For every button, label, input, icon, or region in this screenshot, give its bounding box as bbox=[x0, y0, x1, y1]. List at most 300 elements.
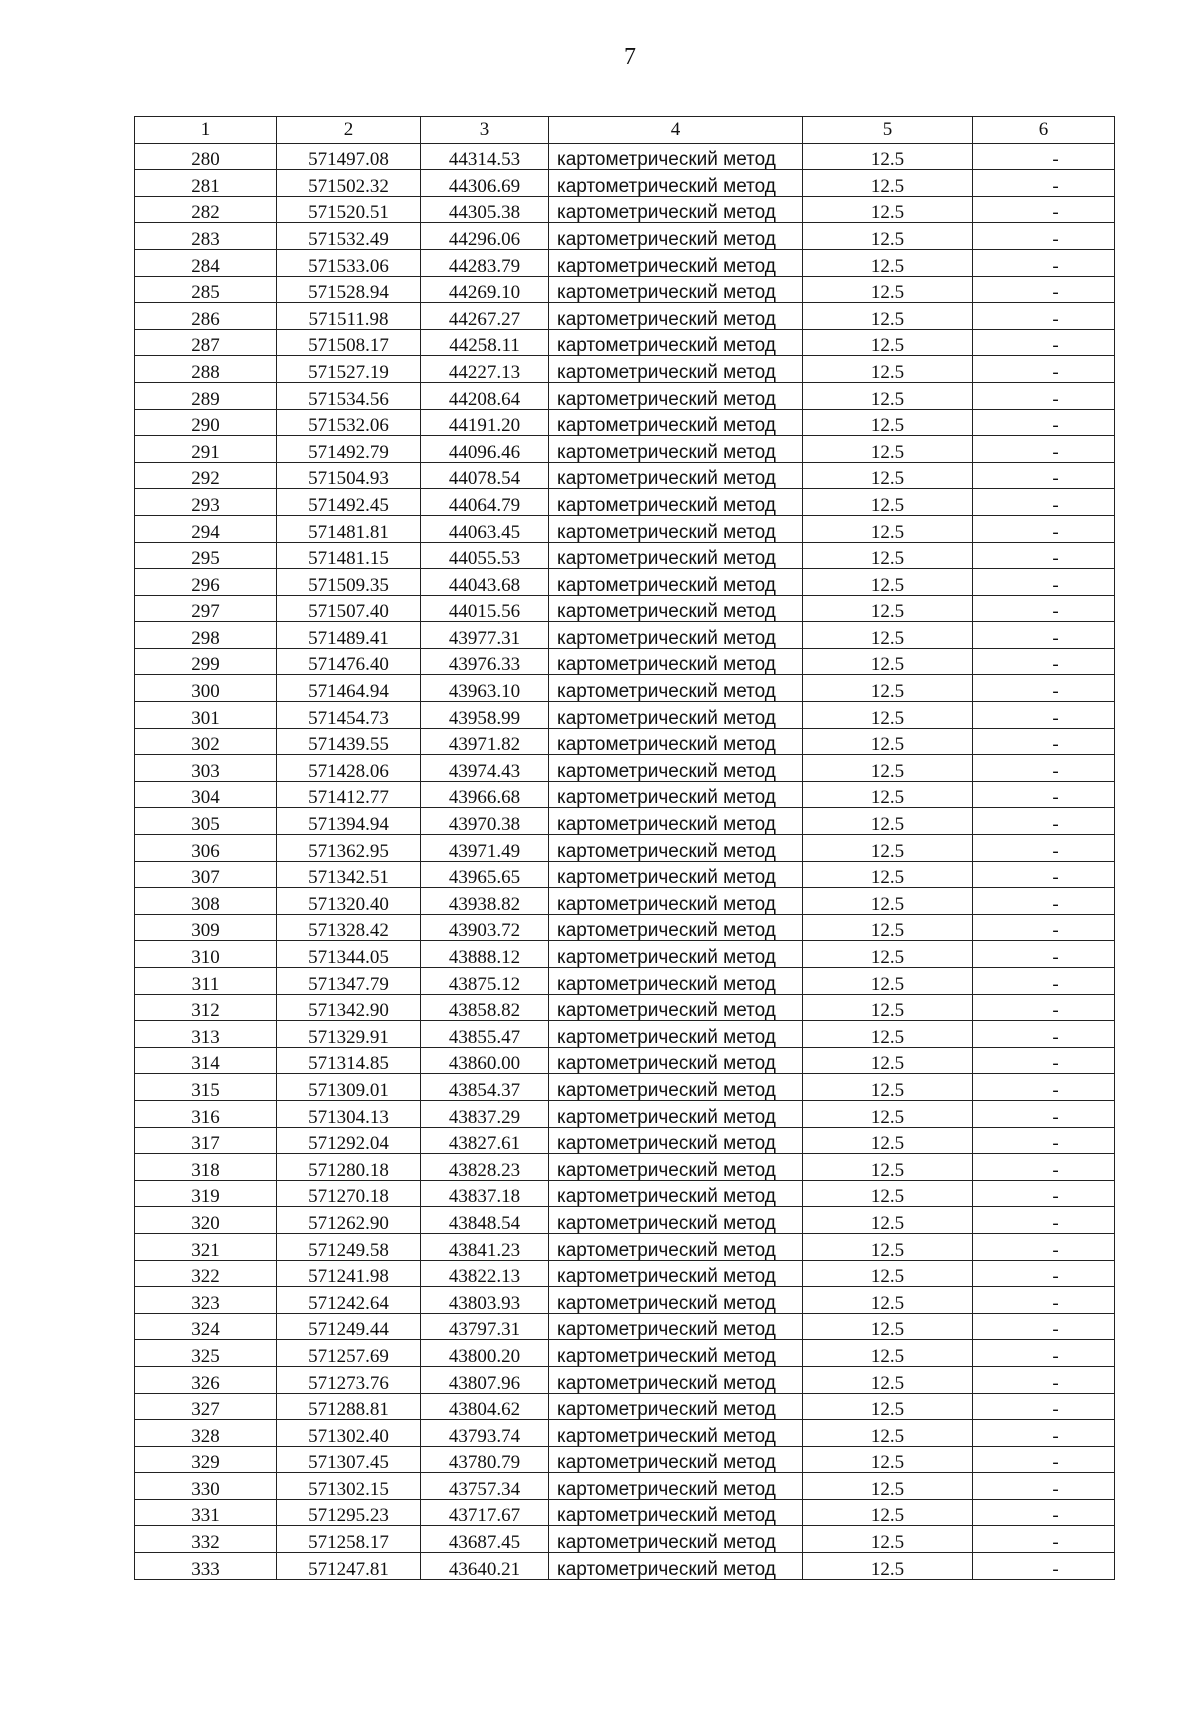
table-row bbox=[135, 1047, 1115, 1074]
accuracy-cell: 12.5 bbox=[803, 1047, 973, 1074]
description-cell: - bbox=[973, 675, 1115, 702]
description-cell: - bbox=[973, 1499, 1115, 1526]
table-row bbox=[135, 1287, 1115, 1314]
y-coordinate-cell: 44191.20 bbox=[421, 409, 549, 436]
x-coordinate-cell: 571492.45 bbox=[277, 489, 421, 516]
table-row bbox=[135, 808, 1115, 835]
method-cell: картометрический метод bbox=[549, 808, 803, 835]
point-number-cell: 329 bbox=[135, 1446, 277, 1473]
description-cell: - bbox=[973, 728, 1115, 755]
y-coordinate-cell: 43963.10 bbox=[421, 675, 549, 702]
table-row bbox=[135, 276, 1115, 303]
y-coordinate-cell: 43971.49 bbox=[421, 835, 549, 862]
y-coordinate-cell: 44063.45 bbox=[421, 515, 549, 542]
point-number-cell: 304 bbox=[135, 781, 277, 808]
y-coordinate-cell: 43976.33 bbox=[421, 648, 549, 675]
method-cell: картометрический метод bbox=[549, 941, 803, 968]
method-cell: картометрический метод bbox=[549, 1287, 803, 1314]
method-cell: картометрический метод bbox=[549, 1047, 803, 1074]
y-coordinate-cell: 44227.13 bbox=[421, 356, 549, 383]
description-cell: - bbox=[973, 489, 1115, 516]
accuracy-cell: 12.5 bbox=[803, 968, 973, 995]
point-number-cell: 319 bbox=[135, 1180, 277, 1207]
table-row bbox=[135, 1207, 1115, 1234]
accuracy-cell: 12.5 bbox=[803, 1420, 973, 1447]
table-row bbox=[135, 1526, 1115, 1553]
method-cell: картометрический метод bbox=[549, 755, 803, 782]
y-coordinate-cell: 43837.18 bbox=[421, 1180, 549, 1207]
description-cell: - bbox=[973, 888, 1115, 915]
method-cell: картометрический метод bbox=[549, 1021, 803, 1048]
description-cell: - bbox=[973, 595, 1115, 622]
x-coordinate-cell: 571508.17 bbox=[277, 329, 421, 356]
accuracy-cell: 12.5 bbox=[803, 595, 973, 622]
point-number-cell: 322 bbox=[135, 1260, 277, 1287]
accuracy-cell: 12.5 bbox=[803, 462, 973, 489]
y-coordinate-cell: 44305.38 bbox=[421, 196, 549, 223]
description-cell: - bbox=[973, 382, 1115, 409]
x-coordinate-cell: 571362.95 bbox=[277, 835, 421, 862]
y-coordinate-cell: 44096.46 bbox=[421, 436, 549, 463]
header-cell-5: 5 bbox=[803, 117, 973, 144]
y-coordinate-cell: 43640.21 bbox=[421, 1553, 549, 1580]
y-coordinate-cell: 43938.82 bbox=[421, 888, 549, 915]
point-number-cell: 325 bbox=[135, 1340, 277, 1367]
x-coordinate-cell: 571454.73 bbox=[277, 702, 421, 729]
method-cell: картометрический метод bbox=[549, 968, 803, 995]
method-cell: картометрический метод bbox=[549, 1260, 803, 1287]
table-row bbox=[135, 515, 1115, 542]
description-cell: - bbox=[973, 249, 1115, 276]
x-coordinate-cell: 571527.19 bbox=[277, 356, 421, 383]
y-coordinate-cell: 43965.65 bbox=[421, 861, 549, 888]
accuracy-cell: 12.5 bbox=[803, 994, 973, 1021]
x-coordinate-cell: 571492.79 bbox=[277, 436, 421, 463]
y-coordinate-cell: 43780.79 bbox=[421, 1446, 549, 1473]
method-cell: картометрический метод bbox=[549, 835, 803, 862]
accuracy-cell: 12.5 bbox=[803, 1313, 973, 1340]
y-coordinate-cell: 44208.64 bbox=[421, 382, 549, 409]
description-cell: - bbox=[973, 1313, 1115, 1340]
description-cell: - bbox=[973, 1446, 1115, 1473]
accuracy-cell: 12.5 bbox=[803, 808, 973, 835]
x-coordinate-cell: 571258.17 bbox=[277, 1526, 421, 1553]
method-cell: картометрический метод bbox=[549, 1233, 803, 1260]
y-coordinate-cell: 43800.20 bbox=[421, 1340, 549, 1367]
point-number-cell: 306 bbox=[135, 835, 277, 862]
accuracy-cell: 12.5 bbox=[803, 515, 973, 542]
table-row bbox=[135, 1100, 1115, 1127]
method-cell: картометрический метод bbox=[549, 914, 803, 941]
y-coordinate-cell: 44269.10 bbox=[421, 276, 549, 303]
accuracy-cell: 12.5 bbox=[803, 675, 973, 702]
accuracy-cell: 12.5 bbox=[803, 196, 973, 223]
accuracy-cell: 12.5 bbox=[803, 1446, 973, 1473]
x-coordinate-cell: 571507.40 bbox=[277, 595, 421, 622]
y-coordinate-cell: 43974.43 bbox=[421, 755, 549, 782]
description-cell: - bbox=[973, 436, 1115, 463]
y-coordinate-cell: 43888.12 bbox=[421, 941, 549, 968]
x-coordinate-cell: 571476.40 bbox=[277, 648, 421, 675]
header-cell-4: 4 bbox=[549, 117, 803, 144]
x-coordinate-cell: 571280.18 bbox=[277, 1154, 421, 1181]
method-cell: картометрический метод bbox=[549, 1420, 803, 1447]
description-cell: - bbox=[973, 1420, 1115, 1447]
accuracy-cell: 12.5 bbox=[803, 356, 973, 383]
description-cell: - bbox=[973, 303, 1115, 330]
table-row bbox=[135, 835, 1115, 862]
y-coordinate-cell: 43827.61 bbox=[421, 1127, 549, 1154]
y-coordinate-cell: 43958.99 bbox=[421, 702, 549, 729]
table-row bbox=[135, 382, 1115, 409]
point-number-cell: 296 bbox=[135, 569, 277, 596]
x-coordinate-cell: 571342.90 bbox=[277, 994, 421, 1021]
x-coordinate-cell: 571329.91 bbox=[277, 1021, 421, 1048]
accuracy-cell: 12.5 bbox=[803, 1180, 973, 1207]
x-coordinate-cell: 571307.45 bbox=[277, 1446, 421, 1473]
x-coordinate-cell: 571247.81 bbox=[277, 1553, 421, 1580]
point-number-cell: 316 bbox=[135, 1100, 277, 1127]
description-cell: - bbox=[973, 781, 1115, 808]
x-coordinate-cell: 571288.81 bbox=[277, 1393, 421, 1420]
x-coordinate-cell: 571481.81 bbox=[277, 515, 421, 542]
y-coordinate-cell: 43855.47 bbox=[421, 1021, 549, 1048]
point-number-cell: 314 bbox=[135, 1047, 277, 1074]
table-row bbox=[135, 1180, 1115, 1207]
point-number-cell: 287 bbox=[135, 329, 277, 356]
point-number-cell: 291 bbox=[135, 436, 277, 463]
header-cell-3: 3 bbox=[421, 117, 549, 144]
description-cell: - bbox=[973, 1207, 1115, 1234]
description-cell: - bbox=[973, 276, 1115, 303]
accuracy-cell: 12.5 bbox=[803, 1499, 973, 1526]
point-number-cell: 286 bbox=[135, 303, 277, 330]
table-row bbox=[135, 1420, 1115, 1447]
description-cell: - bbox=[973, 1473, 1115, 1500]
table-row bbox=[135, 968, 1115, 995]
accuracy-cell: 12.5 bbox=[803, 542, 973, 569]
x-coordinate-cell: 571241.98 bbox=[277, 1260, 421, 1287]
table-row bbox=[135, 781, 1115, 808]
table-row bbox=[135, 1446, 1115, 1473]
table-row bbox=[135, 1553, 1115, 1580]
accuracy-cell: 12.5 bbox=[803, 1127, 973, 1154]
y-coordinate-cell: 44267.27 bbox=[421, 303, 549, 330]
method-cell: картометрический метод bbox=[549, 1499, 803, 1526]
point-number-cell: 290 bbox=[135, 409, 277, 436]
point-number-cell: 317 bbox=[135, 1127, 277, 1154]
accuracy-cell: 12.5 bbox=[803, 489, 973, 516]
x-coordinate-cell: 571532.06 bbox=[277, 409, 421, 436]
table-row bbox=[135, 675, 1115, 702]
table-row bbox=[135, 1233, 1115, 1260]
y-coordinate-cell: 43807.96 bbox=[421, 1366, 549, 1393]
accuracy-cell: 12.5 bbox=[803, 1074, 973, 1101]
accuracy-cell: 12.5 bbox=[803, 781, 973, 808]
accuracy-cell: 12.5 bbox=[803, 1021, 973, 1048]
point-number-cell: 280 bbox=[135, 143, 277, 170]
description-cell: - bbox=[973, 755, 1115, 782]
table-row bbox=[135, 941, 1115, 968]
method-cell: картометрический метод bbox=[549, 1553, 803, 1580]
y-coordinate-cell: 43828.23 bbox=[421, 1154, 549, 1181]
y-coordinate-cell: 43841.23 bbox=[421, 1233, 549, 1260]
point-number-cell: 320 bbox=[135, 1207, 277, 1234]
x-coordinate-cell: 571249.58 bbox=[277, 1233, 421, 1260]
method-cell: картометрический метод bbox=[549, 382, 803, 409]
description-cell: - bbox=[973, 1074, 1115, 1101]
accuracy-cell: 12.5 bbox=[803, 1553, 973, 1580]
table-row bbox=[135, 861, 1115, 888]
description-cell: - bbox=[973, 1100, 1115, 1127]
point-number-cell: 298 bbox=[135, 622, 277, 649]
point-number-cell: 294 bbox=[135, 515, 277, 542]
y-coordinate-cell: 43717.67 bbox=[421, 1499, 549, 1526]
table-row bbox=[135, 569, 1115, 596]
description-cell: - bbox=[973, 1287, 1115, 1314]
y-coordinate-cell: 43837.29 bbox=[421, 1100, 549, 1127]
description-cell: - bbox=[973, 808, 1115, 835]
x-coordinate-cell: 571534.56 bbox=[277, 382, 421, 409]
x-coordinate-cell: 571439.55 bbox=[277, 728, 421, 755]
method-cell: картометрический метод bbox=[549, 702, 803, 729]
method-cell: картометрический метод bbox=[549, 1340, 803, 1367]
y-coordinate-cell: 43971.82 bbox=[421, 728, 549, 755]
description-cell: - bbox=[973, 914, 1115, 941]
y-coordinate-cell: 43860.00 bbox=[421, 1047, 549, 1074]
x-coordinate-cell: 571394.94 bbox=[277, 808, 421, 835]
method-cell: картометрический метод bbox=[549, 1180, 803, 1207]
accuracy-cell: 12.5 bbox=[803, 914, 973, 941]
point-number-cell: 313 bbox=[135, 1021, 277, 1048]
table-row bbox=[135, 1499, 1115, 1526]
description-cell: - bbox=[973, 1366, 1115, 1393]
method-cell: картометрический метод bbox=[549, 223, 803, 250]
point-number-cell: 303 bbox=[135, 755, 277, 782]
y-coordinate-cell: 43793.74 bbox=[421, 1420, 549, 1447]
method-cell: картометрический метод bbox=[549, 994, 803, 1021]
description-cell: - bbox=[973, 1526, 1115, 1553]
y-coordinate-cell: 44314.53 bbox=[421, 143, 549, 170]
point-number-cell: 284 bbox=[135, 249, 277, 276]
y-coordinate-cell: 44043.68 bbox=[421, 569, 549, 596]
description-cell: - bbox=[973, 622, 1115, 649]
page-number: 7 bbox=[624, 44, 636, 70]
header-row bbox=[135, 117, 1115, 144]
point-number-cell: 332 bbox=[135, 1526, 277, 1553]
point-number-cell: 293 bbox=[135, 489, 277, 516]
description-cell: - bbox=[973, 1021, 1115, 1048]
table-row bbox=[135, 1313, 1115, 1340]
description-cell: - bbox=[973, 1233, 1115, 1260]
point-number-cell: 312 bbox=[135, 994, 277, 1021]
table-row bbox=[135, 755, 1115, 782]
x-coordinate-cell: 571347.79 bbox=[277, 968, 421, 995]
accuracy-cell: 12.5 bbox=[803, 755, 973, 782]
method-cell: картометрический метод bbox=[549, 1473, 803, 1500]
point-number-cell: 302 bbox=[135, 728, 277, 755]
table-row bbox=[135, 1154, 1115, 1181]
table-row bbox=[135, 249, 1115, 276]
accuracy-cell: 12.5 bbox=[803, 1233, 973, 1260]
point-number-cell: 330 bbox=[135, 1473, 277, 1500]
point-number-cell: 310 bbox=[135, 941, 277, 968]
point-number-cell: 331 bbox=[135, 1499, 277, 1526]
point-number-cell: 305 bbox=[135, 808, 277, 835]
y-coordinate-cell: 43875.12 bbox=[421, 968, 549, 995]
accuracy-cell: 12.5 bbox=[803, 303, 973, 330]
description-cell: - bbox=[973, 648, 1115, 675]
table-row bbox=[135, 143, 1115, 170]
accuracy-cell: 12.5 bbox=[803, 170, 973, 197]
table-row bbox=[135, 223, 1115, 250]
point-number-cell: 283 bbox=[135, 223, 277, 250]
method-cell: картометрический метод bbox=[549, 781, 803, 808]
description-cell: - bbox=[973, 861, 1115, 888]
table-row bbox=[135, 1074, 1115, 1101]
table-row bbox=[135, 170, 1115, 197]
table-row bbox=[135, 1021, 1115, 1048]
coordinates-table bbox=[134, 116, 1115, 1580]
accuracy-cell: 12.5 bbox=[803, 1100, 973, 1127]
method-cell: картометрический метод bbox=[549, 436, 803, 463]
x-coordinate-cell: 571342.51 bbox=[277, 861, 421, 888]
y-coordinate-cell: 44283.79 bbox=[421, 249, 549, 276]
accuracy-cell: 12.5 bbox=[803, 1526, 973, 1553]
point-number-cell: 333 bbox=[135, 1553, 277, 1580]
method-cell: картометрический метод bbox=[549, 675, 803, 702]
method-cell: картометрический метод bbox=[549, 1393, 803, 1420]
x-coordinate-cell: 571309.01 bbox=[277, 1074, 421, 1101]
point-number-cell: 318 bbox=[135, 1154, 277, 1181]
table-row bbox=[135, 1393, 1115, 1420]
table-row bbox=[135, 1127, 1115, 1154]
accuracy-cell: 12.5 bbox=[803, 1260, 973, 1287]
y-coordinate-cell: 43858.82 bbox=[421, 994, 549, 1021]
description-cell: - bbox=[973, 1154, 1115, 1181]
table-row bbox=[135, 1340, 1115, 1367]
accuracy-cell: 12.5 bbox=[803, 941, 973, 968]
point-number-cell: 311 bbox=[135, 968, 277, 995]
point-number-cell: 326 bbox=[135, 1366, 277, 1393]
accuracy-cell: 12.5 bbox=[803, 1393, 973, 1420]
table-row bbox=[135, 303, 1115, 330]
description-cell: - bbox=[973, 356, 1115, 383]
point-number-cell: 321 bbox=[135, 1233, 277, 1260]
description-cell: - bbox=[973, 1127, 1115, 1154]
point-number-cell: 299 bbox=[135, 648, 277, 675]
x-coordinate-cell: 571304.13 bbox=[277, 1100, 421, 1127]
x-coordinate-cell: 571533.06 bbox=[277, 249, 421, 276]
y-coordinate-cell: 44258.11 bbox=[421, 329, 549, 356]
x-coordinate-cell: 571497.08 bbox=[277, 143, 421, 170]
description-cell: - bbox=[973, 170, 1115, 197]
table-row bbox=[135, 595, 1115, 622]
table-row bbox=[135, 542, 1115, 569]
description-cell: - bbox=[973, 968, 1115, 995]
description-cell: - bbox=[973, 196, 1115, 223]
table-row bbox=[135, 489, 1115, 516]
method-cell: картометрический метод bbox=[549, 515, 803, 542]
table-row bbox=[135, 888, 1115, 915]
table-body bbox=[135, 143, 1115, 1579]
table-row bbox=[135, 409, 1115, 436]
description-cell: - bbox=[973, 941, 1115, 968]
accuracy-cell: 12.5 bbox=[803, 835, 973, 862]
table-row bbox=[135, 436, 1115, 463]
table-row bbox=[135, 914, 1115, 941]
header-cell-6: 6 bbox=[973, 117, 1115, 144]
method-cell: картометрический метод bbox=[549, 861, 803, 888]
method-cell: картометрический метод bbox=[549, 728, 803, 755]
method-cell: картометрический метод bbox=[549, 888, 803, 915]
x-coordinate-cell: 571520.51 bbox=[277, 196, 421, 223]
description-cell: - bbox=[973, 835, 1115, 862]
point-number-cell: 308 bbox=[135, 888, 277, 915]
method-cell: картометрический метод bbox=[549, 1100, 803, 1127]
point-number-cell: 324 bbox=[135, 1313, 277, 1340]
method-cell: картометрический метод bbox=[549, 303, 803, 330]
accuracy-cell: 12.5 bbox=[803, 436, 973, 463]
point-number-cell: 295 bbox=[135, 542, 277, 569]
y-coordinate-cell: 43757.34 bbox=[421, 1473, 549, 1500]
method-cell: картометрический метод bbox=[549, 1526, 803, 1553]
method-cell: картометрический метод bbox=[549, 542, 803, 569]
accuracy-cell: 12.5 bbox=[803, 329, 973, 356]
method-cell: картометрический метод bbox=[549, 595, 803, 622]
x-coordinate-cell: 571502.32 bbox=[277, 170, 421, 197]
method-cell: картометрический метод bbox=[549, 249, 803, 276]
method-cell: картометрический метод bbox=[549, 1207, 803, 1234]
accuracy-cell: 12.5 bbox=[803, 143, 973, 170]
x-coordinate-cell: 571428.06 bbox=[277, 755, 421, 782]
y-coordinate-cell: 44306.69 bbox=[421, 170, 549, 197]
point-number-cell: 327 bbox=[135, 1393, 277, 1420]
description-cell: - bbox=[973, 409, 1115, 436]
description-cell: - bbox=[973, 515, 1115, 542]
description-cell: - bbox=[973, 329, 1115, 356]
y-coordinate-cell: 43848.54 bbox=[421, 1207, 549, 1234]
y-coordinate-cell: 43977.31 bbox=[421, 622, 549, 649]
accuracy-cell: 12.5 bbox=[803, 648, 973, 675]
description-cell: - bbox=[973, 223, 1115, 250]
description-cell: - bbox=[973, 702, 1115, 729]
point-number-cell: 288 bbox=[135, 356, 277, 383]
method-cell: картометрический метод bbox=[549, 1313, 803, 1340]
x-coordinate-cell: 571302.15 bbox=[277, 1473, 421, 1500]
method-cell: картометрический метод bbox=[549, 1366, 803, 1393]
y-coordinate-cell: 43970.38 bbox=[421, 808, 549, 835]
x-coordinate-cell: 571412.77 bbox=[277, 781, 421, 808]
x-coordinate-cell: 571504.93 bbox=[277, 462, 421, 489]
y-coordinate-cell: 43797.31 bbox=[421, 1313, 549, 1340]
y-coordinate-cell: 43803.93 bbox=[421, 1287, 549, 1314]
table-row bbox=[135, 462, 1115, 489]
x-coordinate-cell: 571314.85 bbox=[277, 1047, 421, 1074]
method-cell: картометрический метод bbox=[549, 569, 803, 596]
accuracy-cell: 12.5 bbox=[803, 622, 973, 649]
x-coordinate-cell: 571302.40 bbox=[277, 1420, 421, 1447]
x-coordinate-cell: 571464.94 bbox=[277, 675, 421, 702]
point-number-cell: 281 bbox=[135, 170, 277, 197]
table-row bbox=[135, 356, 1115, 383]
x-coordinate-cell: 571320.40 bbox=[277, 888, 421, 915]
description-cell: - bbox=[973, 1553, 1115, 1580]
x-coordinate-cell: 571292.04 bbox=[277, 1127, 421, 1154]
y-coordinate-cell: 44064.79 bbox=[421, 489, 549, 516]
table-row bbox=[135, 1260, 1115, 1287]
table-row bbox=[135, 648, 1115, 675]
